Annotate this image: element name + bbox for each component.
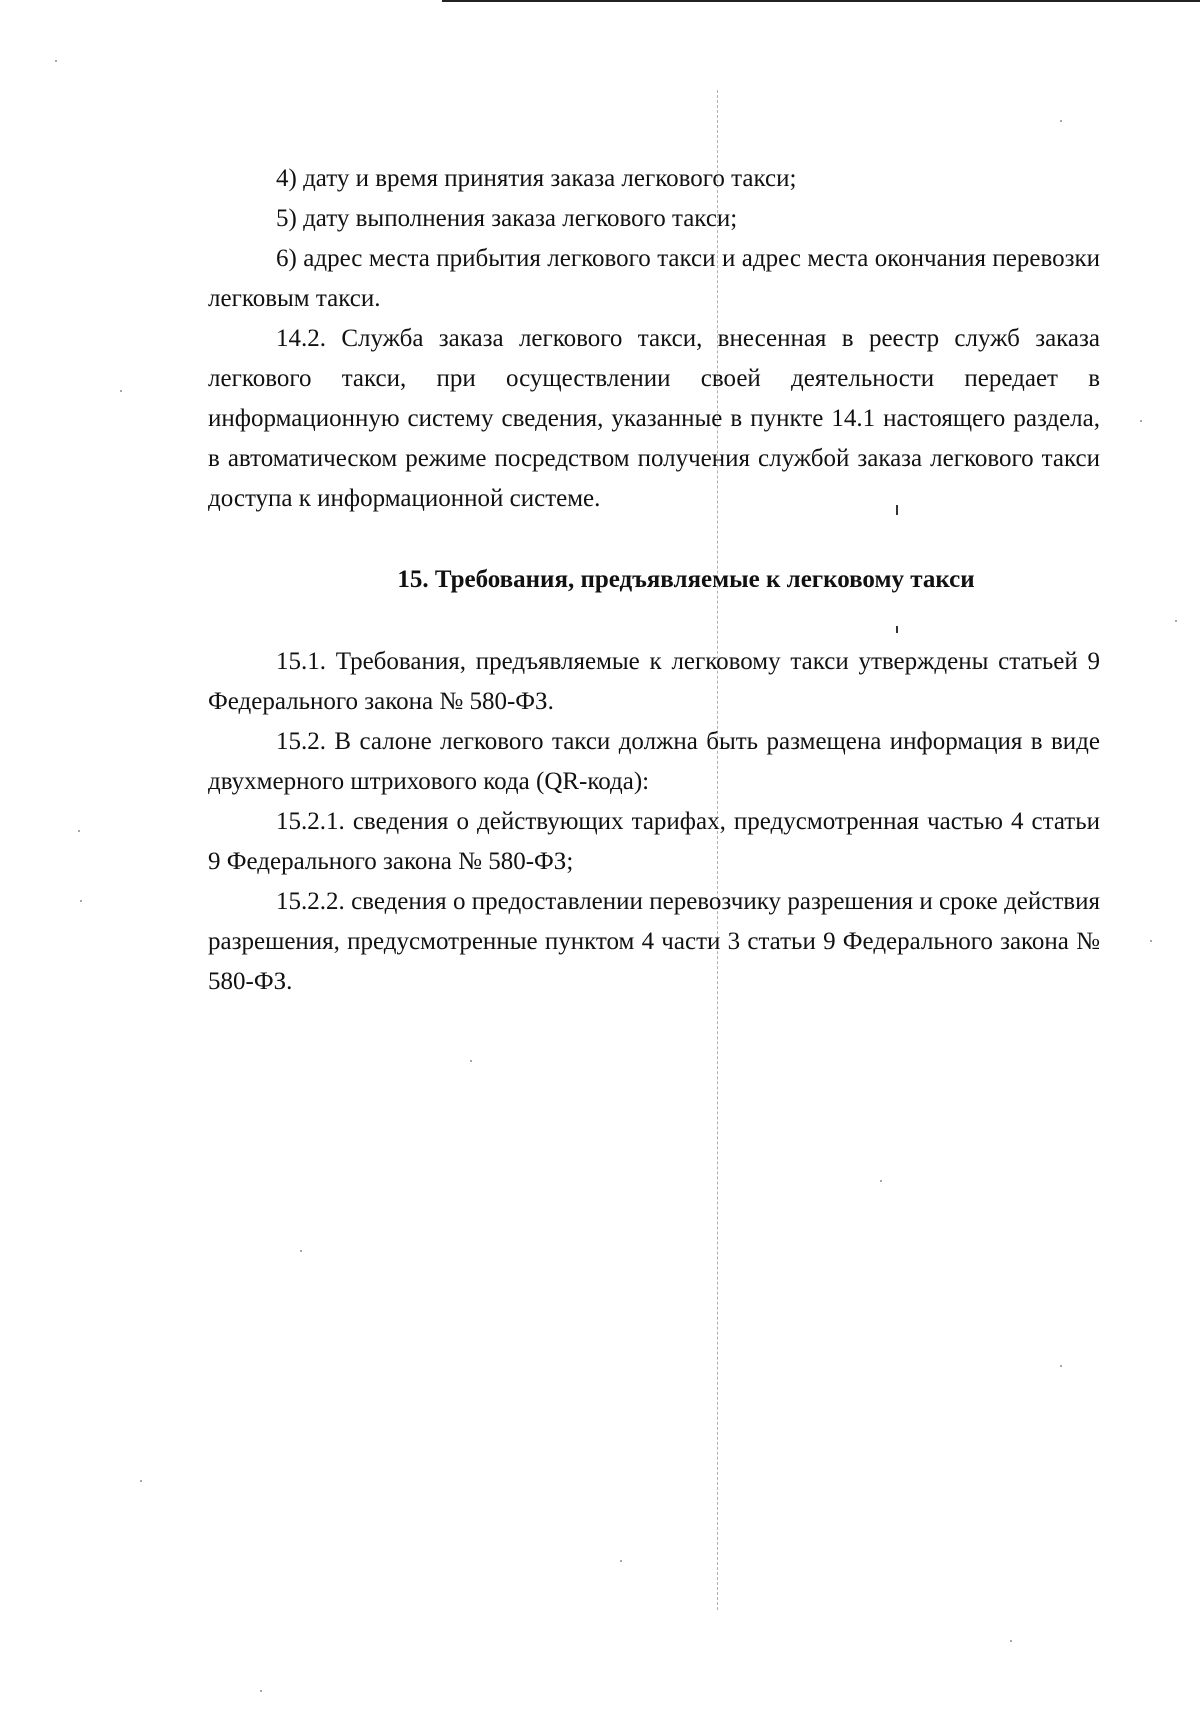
- section-15-heading: 15. Требования, предъявляемые к легковому такси: [397, 566, 975, 593]
- paragraph-14-2: 14.2. Служба заказа легкового такси, внесенная в реестр служб заказа легкового такси, при осуществлении своей деятельности передает в информационную систему сведения, указанные в пункте 14.1 настоящего раздела, в автоматическом режиме посредством получения службой заказа легкового такси доступа к информационной системе.: [208, 325, 1100, 512]
- paragraph-15-2-2: 15.2.2. сведения о предоставлении перевозчику разрешения и сроке действия разрешения, предусмотренные пунктом 4 части 3 статьи 9 Федерального закона № 580-ФЗ.: [208, 888, 1100, 995]
- section-15-block: [208, 642, 1100, 1002]
- scan-speck: [620, 1560, 622, 1562]
- paragraph-15-1: 15.1. Требования, предъявляемые к легковому такси утверждены статьей 9 Федерального закона № 580-ФЗ.: [208, 648, 1100, 715]
- section-14-block: [208, 159, 1100, 519]
- paragraph-15-2-1: 15.2.1. сведения о действующих тарифах, предусмотренная частью 4 статьи 9 Федерального закона № 580-ФЗ;: [208, 808, 1100, 875]
- scan-speck: [1010, 1640, 1012, 1642]
- list-item-6: 6) адрес места прибытия легкового такси и адрес места окончания перевозки легковым такси.: [208, 245, 1100, 312]
- scan-speck: [260, 1690, 262, 1692]
- scan-speck: [78, 830, 80, 832]
- list-item-5: 5) дату выполнения заказа легкового такси;: [276, 205, 738, 232]
- scan-speck: [80, 900, 82, 902]
- scan-speck: [300, 1250, 302, 1252]
- scan-speck: [1140, 420, 1142, 422]
- scan-speck: [120, 390, 122, 392]
- paragraph-15-2: 15.2. В салоне легкового такси должна быть размещена информация в виде двухмерного штрихового кода (QR-кода):: [208, 728, 1100, 795]
- scan-speck: [1150, 940, 1152, 942]
- scan-artifact-mark: [896, 626, 898, 633]
- top-edge-rule: [442, 0, 1200, 2]
- scan-speck: [880, 1180, 882, 1182]
- scan-speck: [140, 1480, 142, 1482]
- scan-speck: [1060, 1365, 1062, 1367]
- list-item-4: 4) дату и время принятия заказа легкового такси;: [276, 165, 797, 192]
- scan-speck: [1175, 620, 1177, 622]
- scan-speck: [1060, 120, 1062, 122]
- scan-speck: [55, 60, 57, 62]
- scan-speck: [470, 1060, 472, 1062]
